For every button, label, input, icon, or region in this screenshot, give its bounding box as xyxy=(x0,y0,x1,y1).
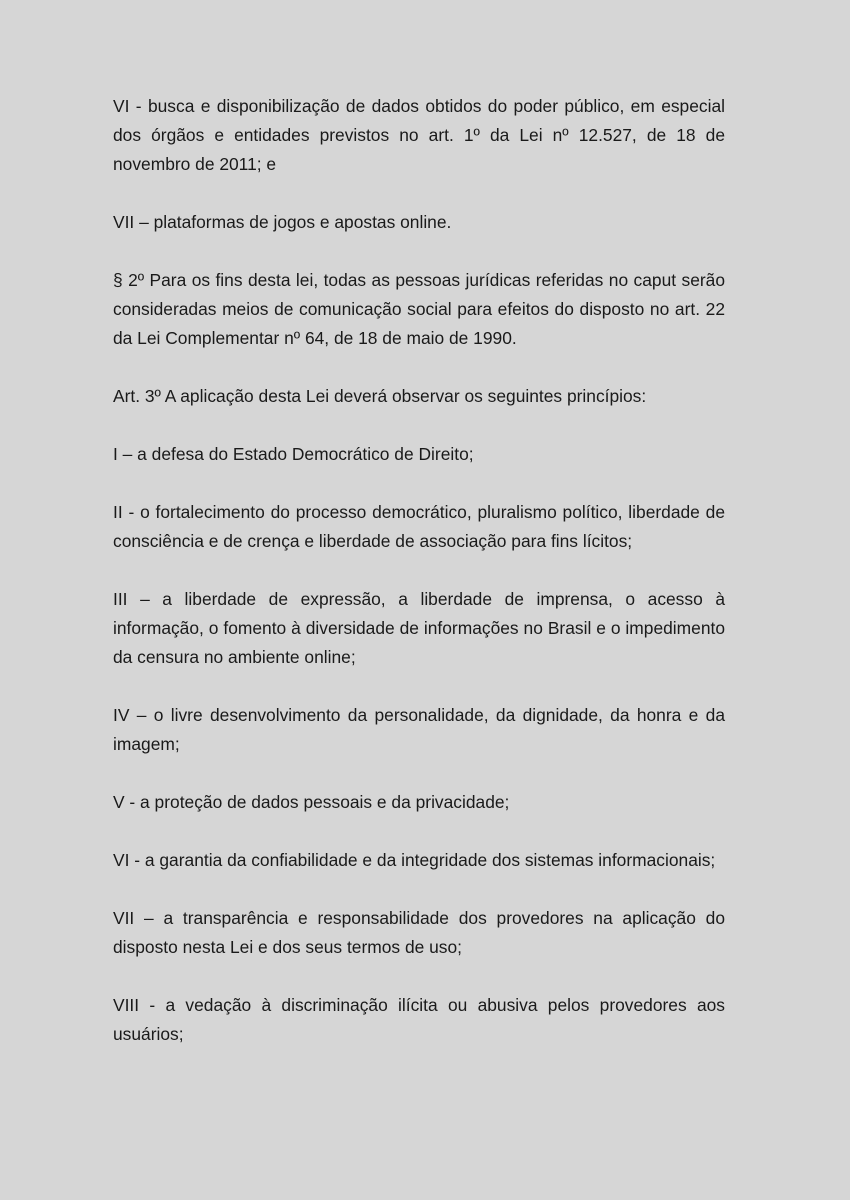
paragraph-principle-ii: II - o fortalecimento do processo democrático, pluralismo político, liberdade de consciência e de crença e liberdade de associação para fins lícitos; xyxy=(113,502,725,551)
paragraph-inciso-vii-plataformas: VII – plataformas de jogos e apostas online. xyxy=(113,212,452,232)
paragraph-inciso-vi-busca: VI - busca e disponibilização de dados obtidos do poder público, em especial dos órgãos e entidades previstos no art. 1º da Lei nº 12.527, de 18 de novembro de 2011; e xyxy=(113,96,725,174)
paragraph-principle-viii: VIII - a vedação à discriminação ilícita ou abusiva pelos provedores aos usuários; xyxy=(113,995,725,1044)
document-body xyxy=(113,92,725,1078)
paragraph-principle-iv: IV – o livre desenvolvimento da personalidade, da dignidade, da honra e da imagem; xyxy=(113,705,725,754)
paragraph-principle-iii: III – a liberdade de expressão, a liberdade de imprensa, o acesso à informação, o fomento à diversidade de informações no Brasil e o impedimento da censura no ambiente online; xyxy=(113,589,725,667)
paragraph-principle-v: V - a proteção de dados pessoais e da privacidade; xyxy=(113,792,510,812)
paragraph-principle-i: I – a defesa do Estado Democrático de Direito; xyxy=(113,444,474,464)
paragraph-principle-vi: VI - a garantia da confiabilidade e da integridade dos sistemas informacionais; xyxy=(113,850,716,870)
paragraph-section-2: § 2º Para os fins desta lei, todas as pessoas jurídicas referidas no caput serão consideradas meios de comunicação social para efeitos do disposto no art. 22 da Lei Complementar nº 64, de 18 de maio de 1990. xyxy=(113,270,725,348)
paragraph-art-3: Art. 3º A aplicação desta Lei deverá observar os seguintes princípios: xyxy=(113,386,647,406)
paragraph-principle-vii: VII – a transparência e responsabilidade dos provedores na aplicação do disposto nesta Lei e dos seus termos de uso; xyxy=(113,908,725,957)
